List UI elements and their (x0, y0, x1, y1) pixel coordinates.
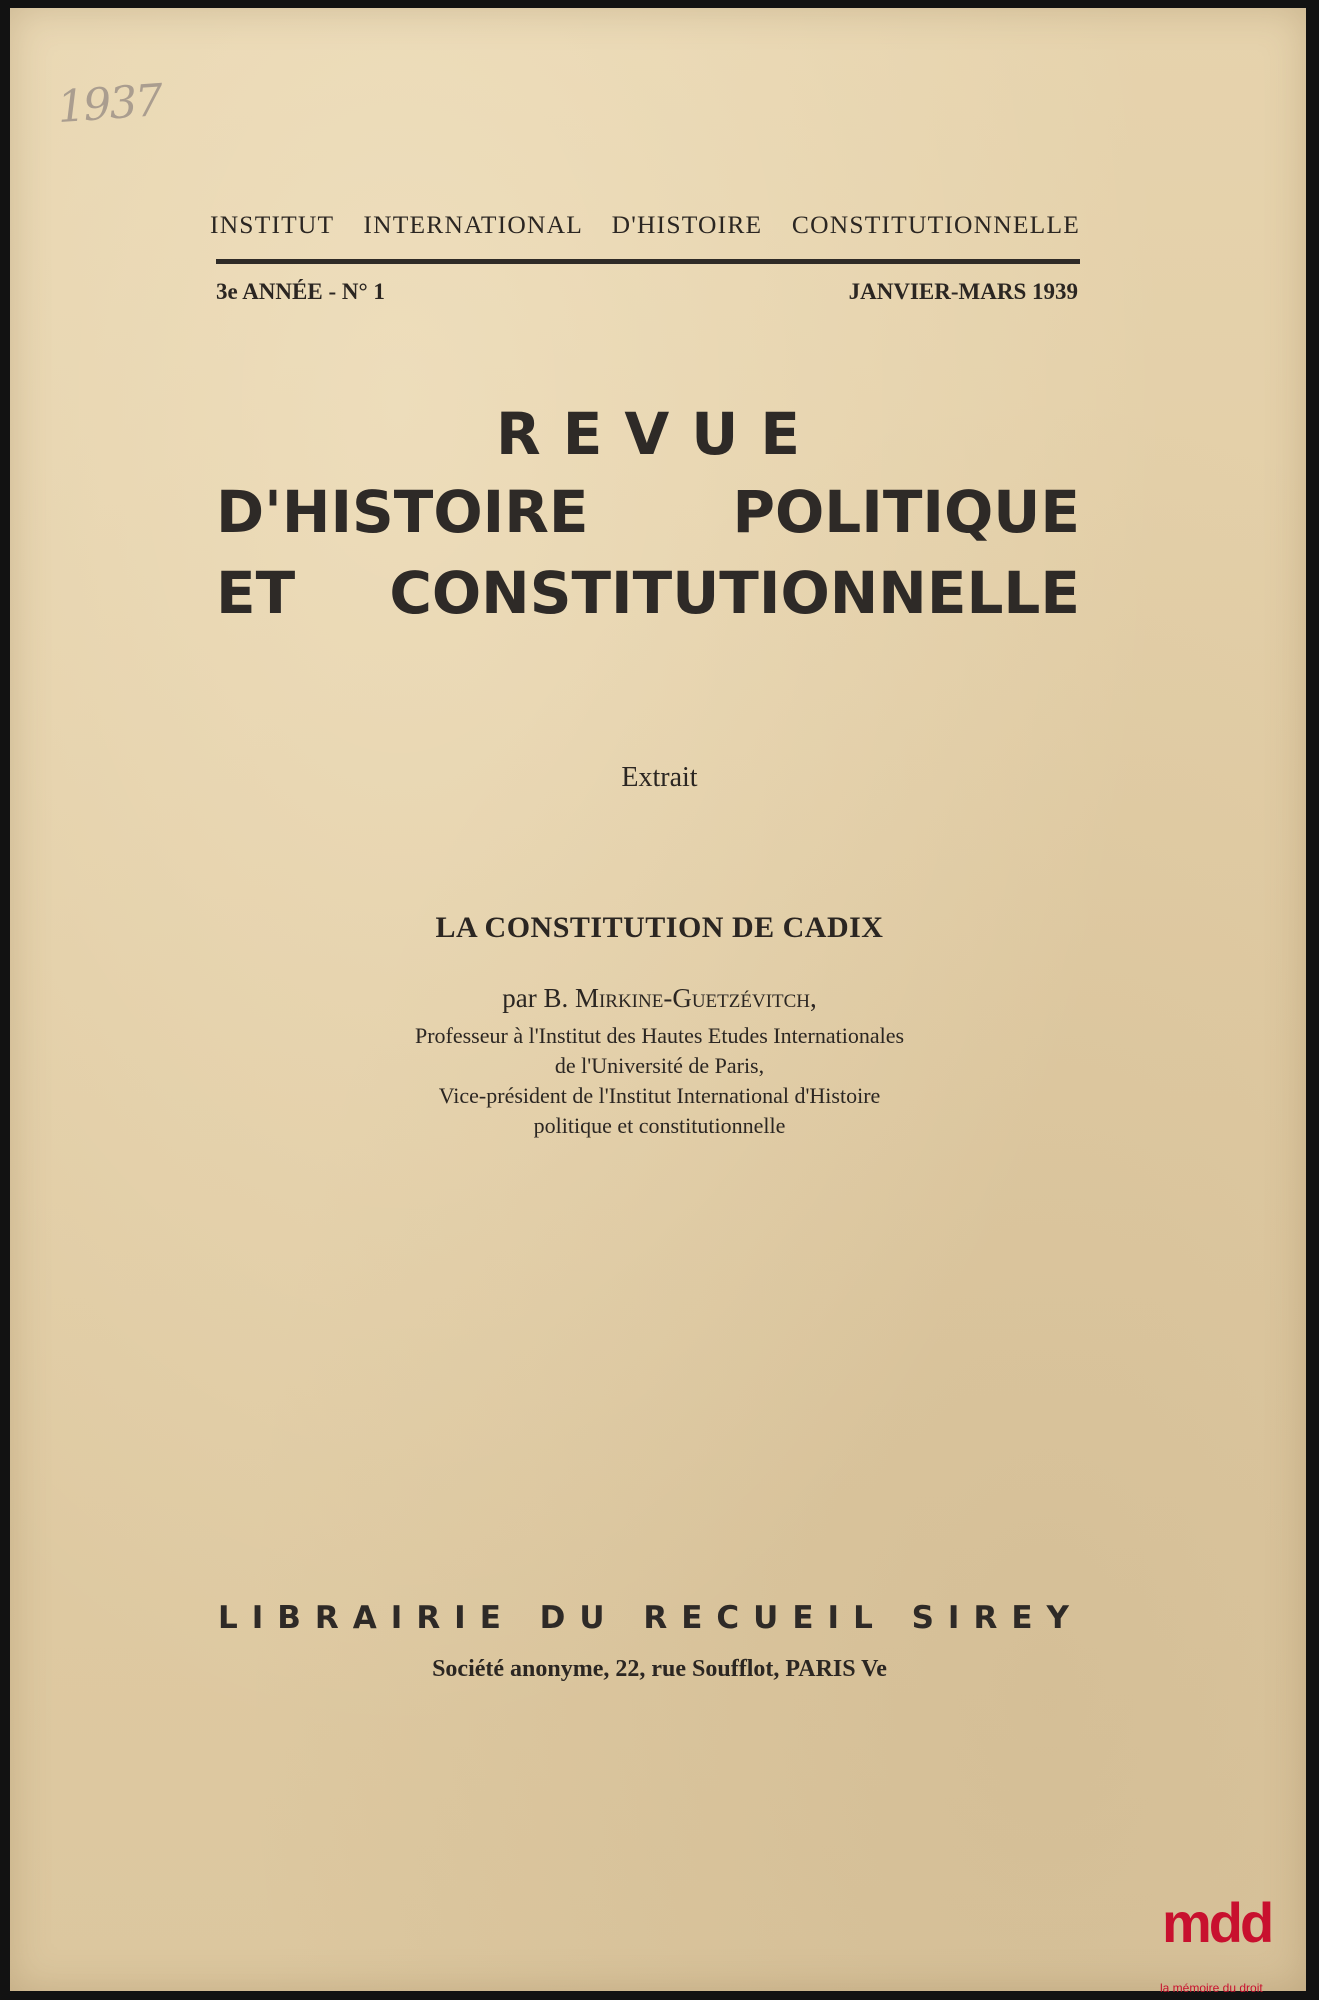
title-line-3: ET CONSTITUTIONNELLE (216, 559, 1080, 627)
affiliation-line: Vice-président de l'Institut International d'Histoire (438, 1083, 881, 1108)
extrait-label: Extrait (621, 762, 698, 793)
author-prefix: par B. (502, 983, 575, 1013)
mdd-logo (1158, 1891, 1318, 1995)
header-rule (216, 259, 1080, 264)
affiliation-line: de l'Université de Paris, (554, 1053, 765, 1078)
article-title: LA CONSTITUTION DE CADIX (435, 911, 884, 944)
title-line-2: D'HISTOIRE POLITIQUE (216, 478, 1080, 546)
author-line (0, 983, 1319, 1014)
institute-name: INSTITUT INTERNATIONAL D'HISTOIRE CONSTITUTIONNELLE (210, 210, 1080, 239)
title-line-1: REVUE (496, 400, 822, 468)
publisher-address: Société anonyme, 22, rue Soufflot, PARIS Ve (432, 1656, 887, 1682)
author-name: Mirkine-Guetzévitch, (574, 983, 817, 1013)
issue-number: 3e ANNÉE - N° 1 (216, 279, 385, 304)
handwritten-note: 1937 (55, 75, 163, 134)
logo-tagline: la mémoire du droit (1160, 1981, 1263, 1995)
affiliation-line: politique et constitutionnelle (533, 1113, 786, 1138)
affiliation-line: Professeur à l'Institut des Hautes Etudes Internationales (414, 1023, 905, 1048)
issue-date: JANVIER-MARS 1939 (848, 279, 1078, 304)
publisher-name: LIBRAIRIE DU RECUEIL SIREY (218, 1600, 1083, 1636)
logo-letters: mdd (1162, 1891, 1272, 1954)
